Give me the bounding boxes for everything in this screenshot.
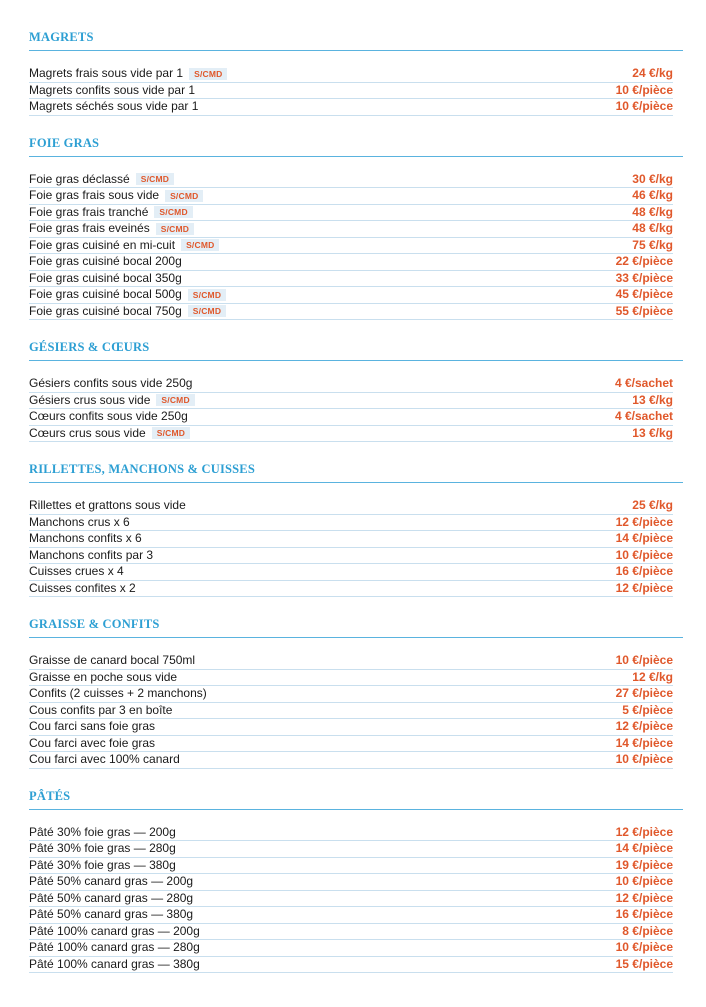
item-label-group <box>29 254 182 269</box>
item-price: 14 €/pièce <box>615 841 673 856</box>
price-row <box>29 858 673 875</box>
item-price: 30 €/kg <box>632 171 673 186</box>
price-section <box>29 30 673 116</box>
order-only-badge: S/CMD <box>156 394 194 406</box>
price-row <box>29 426 673 443</box>
price-row <box>29 531 673 548</box>
item-label-group <box>29 924 200 939</box>
item-price: 16 €/pièce <box>615 564 673 579</box>
price-row <box>29 752 673 769</box>
item-name: Pâté 50% canard gras — 200g <box>29 874 194 889</box>
price-section <box>29 136 673 321</box>
price-row <box>29 653 673 670</box>
item-name: Cou farci avec 100% canard <box>29 752 180 767</box>
order-only-badge: S/CMD <box>188 305 226 317</box>
item-price: 12 €/pièce <box>615 824 673 839</box>
order-only-badge: S/CMD <box>136 173 174 185</box>
price-row <box>29 891 673 908</box>
item-name: Pâté 50% canard gras — 280g <box>29 890 194 905</box>
item-label-group <box>29 891 193 906</box>
price-row <box>29 548 673 565</box>
item-price: 10 €/pièce <box>615 940 673 955</box>
section-title: FOIE GRAS <box>29 136 683 157</box>
item-label-group <box>29 393 195 408</box>
item-price: 10 €/pièce <box>615 99 673 114</box>
item-name: Cuisses confites x 2 <box>29 580 136 595</box>
item-name: Cœurs confits sous vide 250g <box>29 409 188 424</box>
item-name: Graisse en poche sous vide <box>29 669 178 684</box>
item-name: Pâté 30% foie gras — 380g <box>29 857 176 872</box>
item-name: Pâté 30% foie gras — 280g <box>29 841 176 856</box>
item-price: 24 €/kg <box>632 66 673 81</box>
price-row <box>29 957 673 974</box>
price-row <box>29 841 673 858</box>
item-label-group <box>29 719 155 734</box>
item-name: Cœurs crus sous vide <box>29 425 146 440</box>
price-row <box>29 924 673 941</box>
item-label-group <box>29 515 130 530</box>
price-row <box>29 940 673 957</box>
item-label-group <box>29 957 200 972</box>
item-label-group <box>29 426 190 441</box>
item-name: Manchons crus x 6 <box>29 514 130 529</box>
price-section <box>29 617 673 769</box>
item-price: 4 €/sachet <box>614 409 673 424</box>
price-row <box>29 66 673 83</box>
order-only-badge: S/CMD <box>165 190 203 202</box>
item-name: Magrets frais sous vide par 1 <box>29 66 184 81</box>
item-name: Magrets séchés sous vide par 1 <box>29 99 199 114</box>
item-label-group <box>29 841 176 856</box>
price-row <box>29 498 673 515</box>
item-label-group <box>29 686 207 701</box>
item-name: Magrets confits sous vide par 1 <box>29 82 196 97</box>
price-row <box>29 564 673 581</box>
price-row <box>29 188 673 205</box>
item-label-group <box>29 221 194 236</box>
item-price: 16 €/pièce <box>615 907 673 922</box>
price-row <box>29 393 673 410</box>
item-name: Foie gras cuisiné bocal 350g <box>29 270 182 285</box>
section-title: PÂTÉS <box>29 789 683 810</box>
item-label-group <box>29 376 192 391</box>
price-row <box>29 254 673 271</box>
item-name: Manchons confits par 3 <box>29 547 154 562</box>
price-row <box>29 304 673 321</box>
price-row <box>29 874 673 891</box>
order-only-badge: S/CMD <box>152 427 190 439</box>
item-name: Foie gras cuisiné en mi-cuit <box>29 237 176 252</box>
item-label-group <box>29 874 193 889</box>
item-price: 45 €/pièce <box>615 287 673 302</box>
item-label-group <box>29 752 180 767</box>
item-price: 10 €/pièce <box>615 874 673 889</box>
item-price: 10 €/pièce <box>615 752 673 767</box>
item-name: Manchons confits x 6 <box>29 531 142 546</box>
item-name: Foie gras frais sous vide <box>29 188 160 203</box>
item-label-group <box>29 548 153 563</box>
price-row <box>29 703 673 720</box>
price-row <box>29 581 673 598</box>
price-row <box>29 172 673 189</box>
item-name: Cuisses crues x 4 <box>29 564 124 579</box>
item-price: 12 €/pièce <box>615 890 673 905</box>
item-name: Pâté 50% canard gras — 380g <box>29 907 194 922</box>
item-name: Pâté 100% canard gras — 280g <box>29 940 200 955</box>
item-label-group <box>29 205 193 220</box>
item-price: 8 €/pièce <box>622 923 673 938</box>
item-name: Gésiers crus sous vide <box>29 392 151 407</box>
order-only-badge: S/CMD <box>188 289 226 301</box>
item-price: 10 €/pièce <box>615 547 673 562</box>
item-price: 10 €/pièce <box>615 82 673 97</box>
price-row <box>29 825 673 842</box>
item-name: Gésiers confits sous vide 250g <box>29 376 193 391</box>
price-row <box>29 221 673 238</box>
price-row <box>29 83 673 100</box>
section-title: GÉSIERS & CŒURS <box>29 340 683 361</box>
item-name: Pâté 30% foie gras — 200g <box>29 824 176 839</box>
price-row <box>29 271 673 288</box>
item-label-group <box>29 531 142 546</box>
price-row <box>29 670 673 687</box>
item-price: 13 €/kg <box>632 425 673 440</box>
price-row <box>29 205 673 222</box>
item-price: 10 €/pièce <box>615 653 673 668</box>
order-only-badge: S/CMD <box>156 223 194 235</box>
item-label-group <box>29 858 176 873</box>
item-label-group <box>29 498 186 513</box>
item-label-group <box>29 907 193 922</box>
item-price: 14 €/pièce <box>615 735 673 750</box>
price-row <box>29 287 673 304</box>
item-price: 19 €/pièce <box>615 857 673 872</box>
item-label-group <box>29 653 195 668</box>
item-price: 27 €/pièce <box>615 686 673 701</box>
order-only-badge: S/CMD <box>189 68 227 80</box>
price-row <box>29 238 673 255</box>
item-name: Foie gras cuisiné bocal 200g <box>29 254 182 269</box>
item-price: 12 €/pièce <box>615 719 673 734</box>
item-label-group <box>29 287 226 302</box>
price-row <box>29 409 673 426</box>
item-label-group <box>29 83 195 98</box>
item-name: Graisse de canard bocal 750ml <box>29 653 196 668</box>
item-price: 48 €/kg <box>632 221 673 236</box>
item-price: 33 €/pièce <box>615 270 673 285</box>
item-price: 12 €/pièce <box>615 580 673 595</box>
item-label-group <box>29 670 177 685</box>
item-name: Foie gras cuisiné bocal 750g <box>29 303 182 318</box>
item-name: Cous confits par 3 en boîte <box>29 702 173 717</box>
item-price: 25 €/kg <box>632 498 673 513</box>
item-name: Rillettes et grattons sous vide <box>29 498 186 513</box>
price-row <box>29 719 673 736</box>
item-name: Foie gras frais eveinés <box>29 221 150 236</box>
item-name: Pâté 100% canard gras — 200g <box>29 923 200 938</box>
item-price: 15 €/pièce <box>615 956 673 971</box>
item-label-group <box>29 564 124 579</box>
item-price: 22 €/pièce <box>615 254 673 269</box>
item-price: 5 €/pièce <box>622 702 673 717</box>
item-price: 12 €/pièce <box>615 514 673 529</box>
item-name: Cou farci avec foie gras <box>29 735 156 750</box>
item-label-group <box>29 940 200 955</box>
price-row <box>29 736 673 753</box>
item-label-group <box>29 581 136 596</box>
item-label-group <box>29 736 155 751</box>
item-label-group <box>29 825 176 840</box>
item-price: 48 €/kg <box>632 204 673 219</box>
item-label-group <box>29 271 182 286</box>
item-label-group <box>29 304 226 319</box>
order-only-badge: S/CMD <box>181 239 219 251</box>
section-title: MAGRETS <box>29 30 683 51</box>
item-label-group <box>29 99 198 114</box>
item-price: 46 €/kg <box>632 188 673 203</box>
item-label-group <box>29 238 219 253</box>
item-name: Confits (2 cuisses + 2 manchons) <box>29 686 207 701</box>
price-row <box>29 907 673 924</box>
price-row <box>29 515 673 532</box>
item-price: 13 €/kg <box>632 392 673 407</box>
item-label-group <box>29 188 203 203</box>
price-section <box>29 789 673 974</box>
item-name: Foie gras frais tranché <box>29 204 149 219</box>
item-price: 55 €/pièce <box>615 303 673 318</box>
section-title: GRAISSE & CONFITS <box>29 617 683 638</box>
order-only-badge: S/CMD <box>154 206 192 218</box>
item-price: 4 €/sachet <box>614 376 673 391</box>
item-name: Foie gras cuisiné bocal 500g <box>29 287 182 302</box>
item-price: 75 €/kg <box>632 237 673 252</box>
item-name: Foie gras déclassé <box>29 171 130 186</box>
item-label-group <box>29 409 188 424</box>
price-list <box>29 30 673 993</box>
section-title: RILLETTES, MANCHONS & CUISSES <box>29 462 683 483</box>
price-section <box>29 462 673 597</box>
price-row <box>29 686 673 703</box>
price-row <box>29 99 673 116</box>
item-price: 12 €/kg <box>632 669 673 684</box>
item-name: Pâté 100% canard gras — 380g <box>29 956 200 971</box>
price-row <box>29 376 673 393</box>
item-price: 14 €/pièce <box>615 531 673 546</box>
item-label-group <box>29 172 174 187</box>
price-section <box>29 340 673 442</box>
item-label-group <box>29 703 172 718</box>
item-name: Cou farci sans foie gras <box>29 719 156 734</box>
item-label-group <box>29 66 227 81</box>
